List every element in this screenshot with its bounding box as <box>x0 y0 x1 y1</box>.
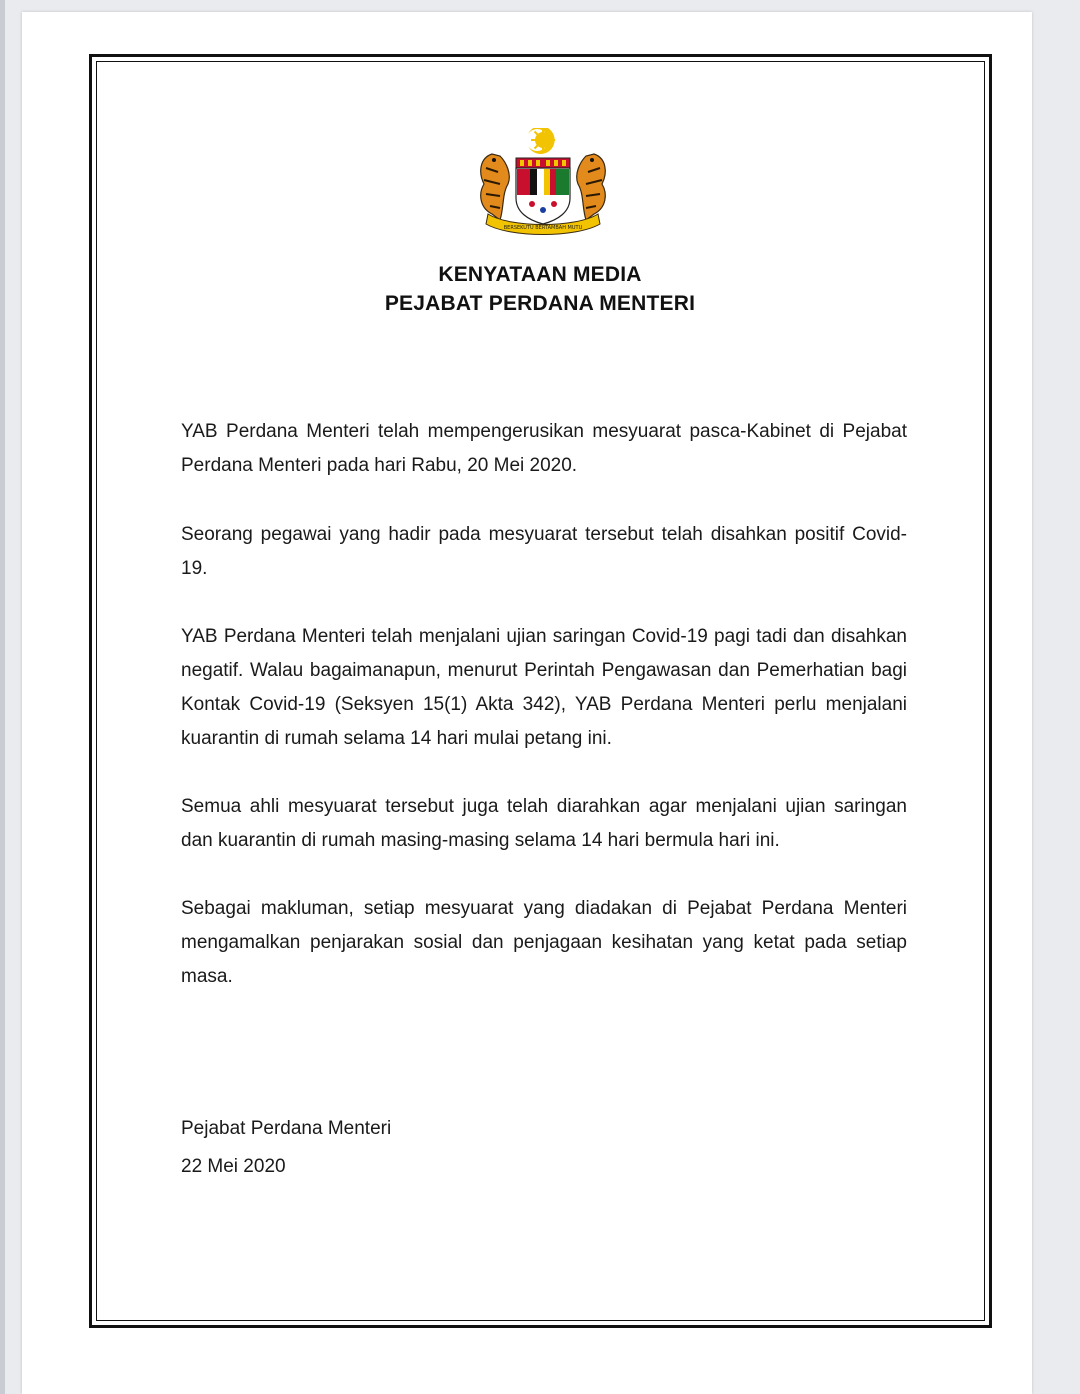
statement-title: KENYATAAN MEDIA <box>438 263 642 286</box>
malaysia-coat-of-arms-icon <box>470 128 616 242</box>
paragraph-1: YAB Perdana Menteri telah mempengerusikan mesyuarat pasca-Kabinet di Pejabat Perdana Menteri pada hari Rabu, 20 Mei 2020. <box>181 421 907 476</box>
paragraph-3: YAB Perdana Menteri telah menjalani ujian saringan Covid-19 pagi tadi dan disahkan negatif. Walau bagaimanapun, menurut Perintah Pengawasan dan Pemerhatian bagi Kontak Covid-19 (Seksyen 15(1) Akta 342), YAB Perdana Menteri perlu menjalani kuarantin di rumah selama 14 hari mulai petang ini. <box>181 626 907 749</box>
signature-date: 22 Mei 2020 <box>181 1156 286 1177</box>
paragraph-5: Sebagai makluman, setiap mesyuarat yang diadakan di Pejabat Perdana Menteri mengamalkan penjarakan sosial dan penjagaan kesihatan yang ketat pada setiap masa. <box>181 898 907 987</box>
crest-motto: BERSEKUTU BERTAMBAH MUTU <box>503 225 583 231</box>
paragraph-2: Seorang pegawai yang hadir pada mesyuarat tersebut telah disahkan positif Covid-19. <box>181 524 907 579</box>
issuing-office-title: PEJABAT PERDANA MENTERI <box>384 292 696 315</box>
signature-office: Pejabat Perdana Menteri <box>181 1118 392 1139</box>
viewer-left-edge <box>0 0 5 1394</box>
paragraph-4: Semua ahli mesyuarat tersebut juga telah diarahkan agar menjalani ujian saringan dan kuarantin di rumah masing-masing selama 14 hari bermula hari ini. <box>181 796 907 851</box>
